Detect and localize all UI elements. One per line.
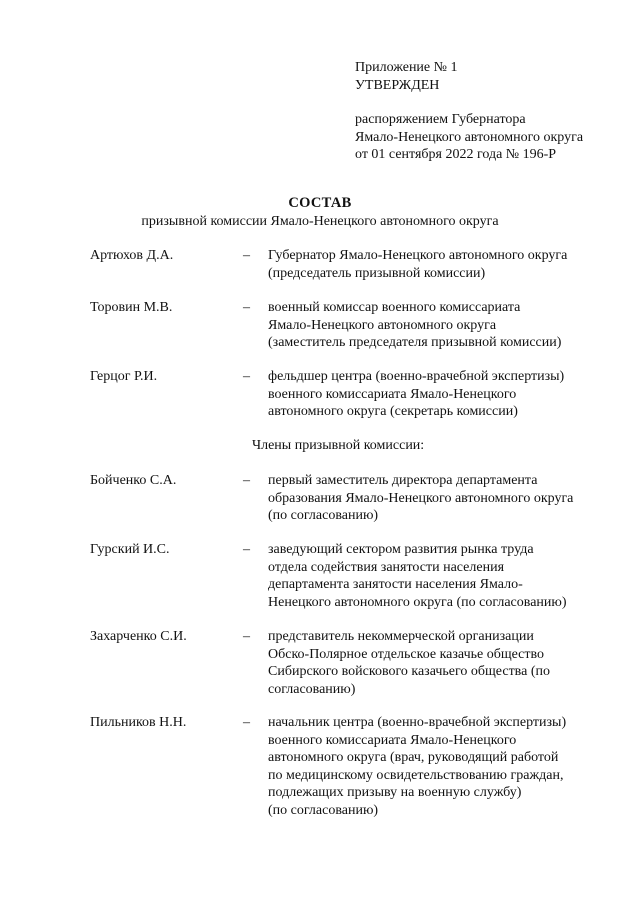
description-line: заведующий сектором развития рынка труда: [268, 542, 534, 557]
description-line: автономного округа (врач, руководящий работой: [268, 750, 559, 765]
approval-line: Приложение № 1: [355, 60, 458, 75]
approval-spacer: [355, 94, 625, 111]
description-line: подлежащих призыву на военную службу): [268, 785, 522, 800]
description-line: военный комиссар военного комиссариата: [268, 300, 521, 315]
description-line: первый заместитель директора департамента: [268, 473, 538, 488]
dash-separator: –: [243, 473, 250, 488]
description-line: (заместитель председателя призывной комиссии): [268, 335, 562, 350]
member-description: [268, 541, 598, 611]
member-description: [268, 299, 598, 352]
description-line: военного комиссариата Ямало-Ненецкого: [268, 732, 517, 748]
member-name: Бойченко С.А.: [90, 473, 177, 488]
description-line: Ямало-Ненецкого автономного округа: [268, 317, 497, 333]
description-line: Сибирского войскового казачьего общества (по: [268, 664, 550, 679]
description-line: (председатель призывной комиссии): [268, 265, 486, 281]
member-description: [268, 714, 598, 819]
description-line: представитель некоммерческой организации: [268, 629, 534, 644]
description-line: образования Ямало-Ненецкого автономного округа: [268, 490, 574, 506]
dash-separator: –: [243, 369, 250, 384]
description-line: отдела содействия занятости населения: [268, 559, 505, 575]
approval-stamp: [355, 59, 625, 164]
member-description: [268, 628, 598, 698]
description-line: военного комиссариата Ямало-Ненецкого: [268, 386, 517, 402]
member-description: [268, 247, 598, 282]
approval-line: УТВЕРЖДЕН: [355, 77, 440, 93]
dash-separator: –: [243, 248, 250, 263]
member-description: [268, 368, 598, 421]
member-name: Артюхов Д.А.: [90, 248, 174, 263]
approval-line: Ямало-Ненецкого автономного округа: [355, 129, 584, 145]
description-line: начальник центра (военно-врачебной экспертизы): [268, 715, 567, 730]
approval-line: распоряжением Губернатора: [355, 112, 526, 127]
description-line: департамента занятости населения Ямало-: [268, 577, 523, 592]
description-line: (по согласованию): [268, 802, 379, 818]
description-line: по медицинскому освидетельствованию граждан,: [268, 767, 564, 783]
description-line: фельдшер центра (военно-врачебной экспертизы): [268, 369, 565, 384]
document-subtitle: призывной комиссии Ямало-Ненецкого автономного округа: [141, 213, 499, 229]
document-title: СОСТАВ: [288, 195, 352, 211]
member-name: Пильников Н.Н.: [90, 715, 187, 730]
member-name: Гурский И.С.: [90, 542, 170, 557]
dash-separator: –: [243, 542, 250, 557]
description-line: Губернатор Ямало-Ненецкого автономного округа: [268, 248, 568, 263]
member-description: [268, 472, 598, 525]
dash-separator: –: [243, 300, 250, 315]
members-heading: Члены призывной комиссии:: [252, 438, 425, 453]
description-line: согласованию): [268, 681, 356, 697]
member-name: Захарченко С.И.: [90, 629, 187, 644]
dash-separator: –: [243, 715, 250, 730]
member-name: Торовин М.В.: [90, 300, 173, 315]
title-block: [0, 195, 640, 230]
description-line: Обско-Полярное отдельское казачье общество: [268, 646, 545, 662]
approval-line: от 01 сентября 2022 года № 196-Р: [355, 147, 557, 162]
dash-separator: –: [243, 629, 250, 644]
member-name: Герцог Р.И.: [90, 369, 158, 384]
description-line: автономного округа (секретарь комиссии): [268, 404, 518, 419]
description-line: Ненецкого автономного округа (по согласованию): [268, 594, 567, 610]
description-line: (по согласованию): [268, 508, 379, 523]
